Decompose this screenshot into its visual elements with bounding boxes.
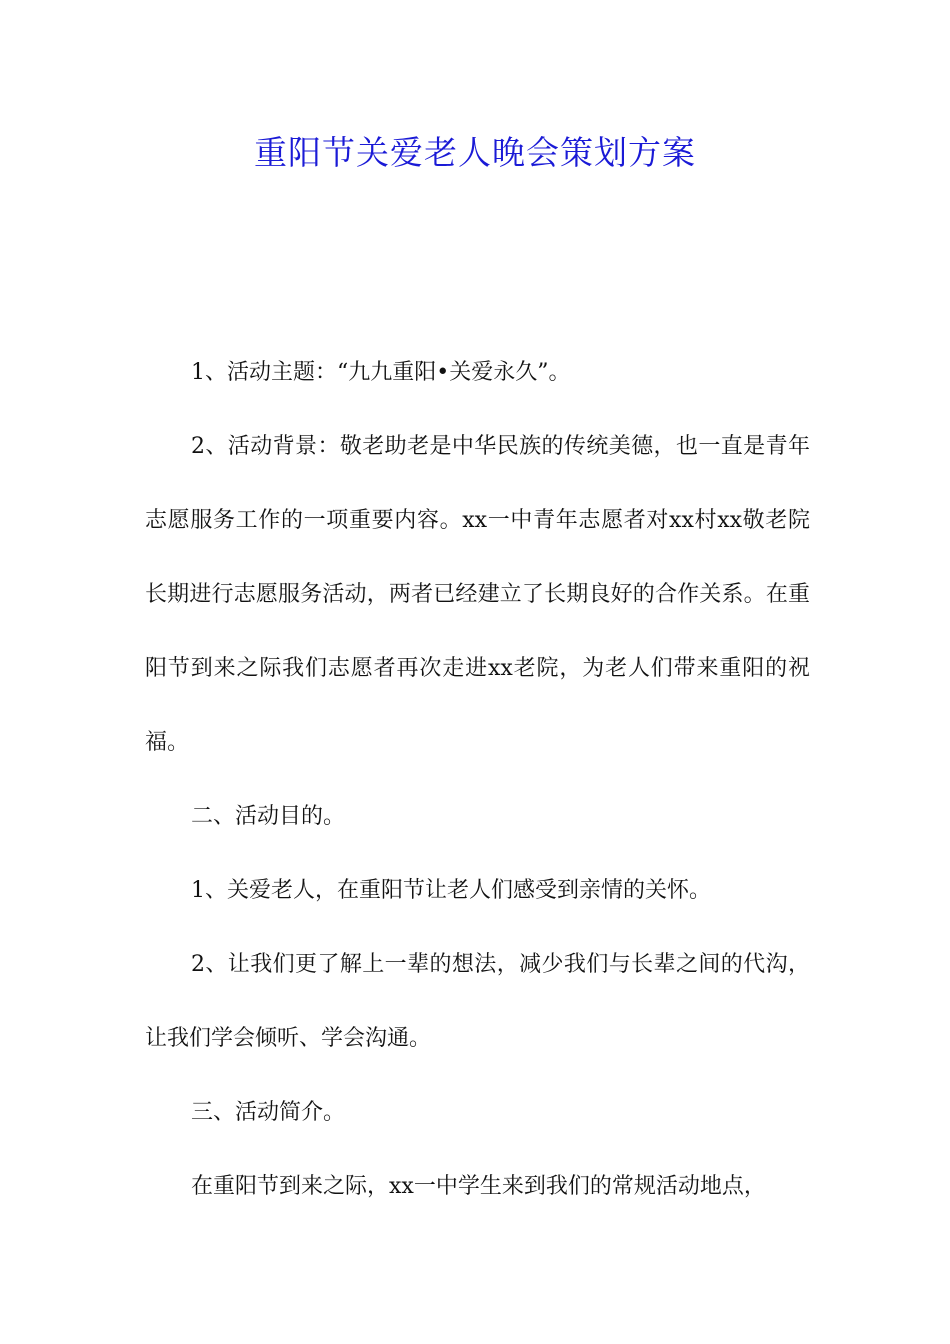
heading-activity-purpose: 二、活动目的。	[191, 804, 346, 829]
paragraph-purpose-2: 2、让我们更了解上一辈的想法，减少我们与长辈之间的代沟，让我们学会倾听、学会沟通。	[145, 952, 810, 1051]
page-title: 重阳节关爱老人晚会策划方案	[254, 133, 696, 172]
paragraph-activity-background: 2、活动背景：敬老助老是中华民族的传统美德，也一直是青年志愿服务工作的一项重要内容。xx一中青年志愿者对xx村xx敬老院长期进行志愿服务活动，两者已经建立了长期良好的合作关系。在重阳节到来之际我们志愿者再次走进xx老院，为老人们带来重阳的祝福。	[145, 434, 810, 755]
heading-activity-intro: 三、活动简介。	[191, 1100, 346, 1125]
document-body	[145, 336, 810, 1224]
paragraph-activity-intro: 在重阳节到来之际，xx一中学生来到我们的常规活动地点，	[191, 1174, 766, 1199]
paragraph-purpose-1: 1、关爱老人，在重阳节让老人们感受到亲情的关怀。	[191, 878, 711, 903]
paragraph-activity-theme: 1、活动主题：“九九重阳•关爱永久”。	[191, 360, 571, 385]
